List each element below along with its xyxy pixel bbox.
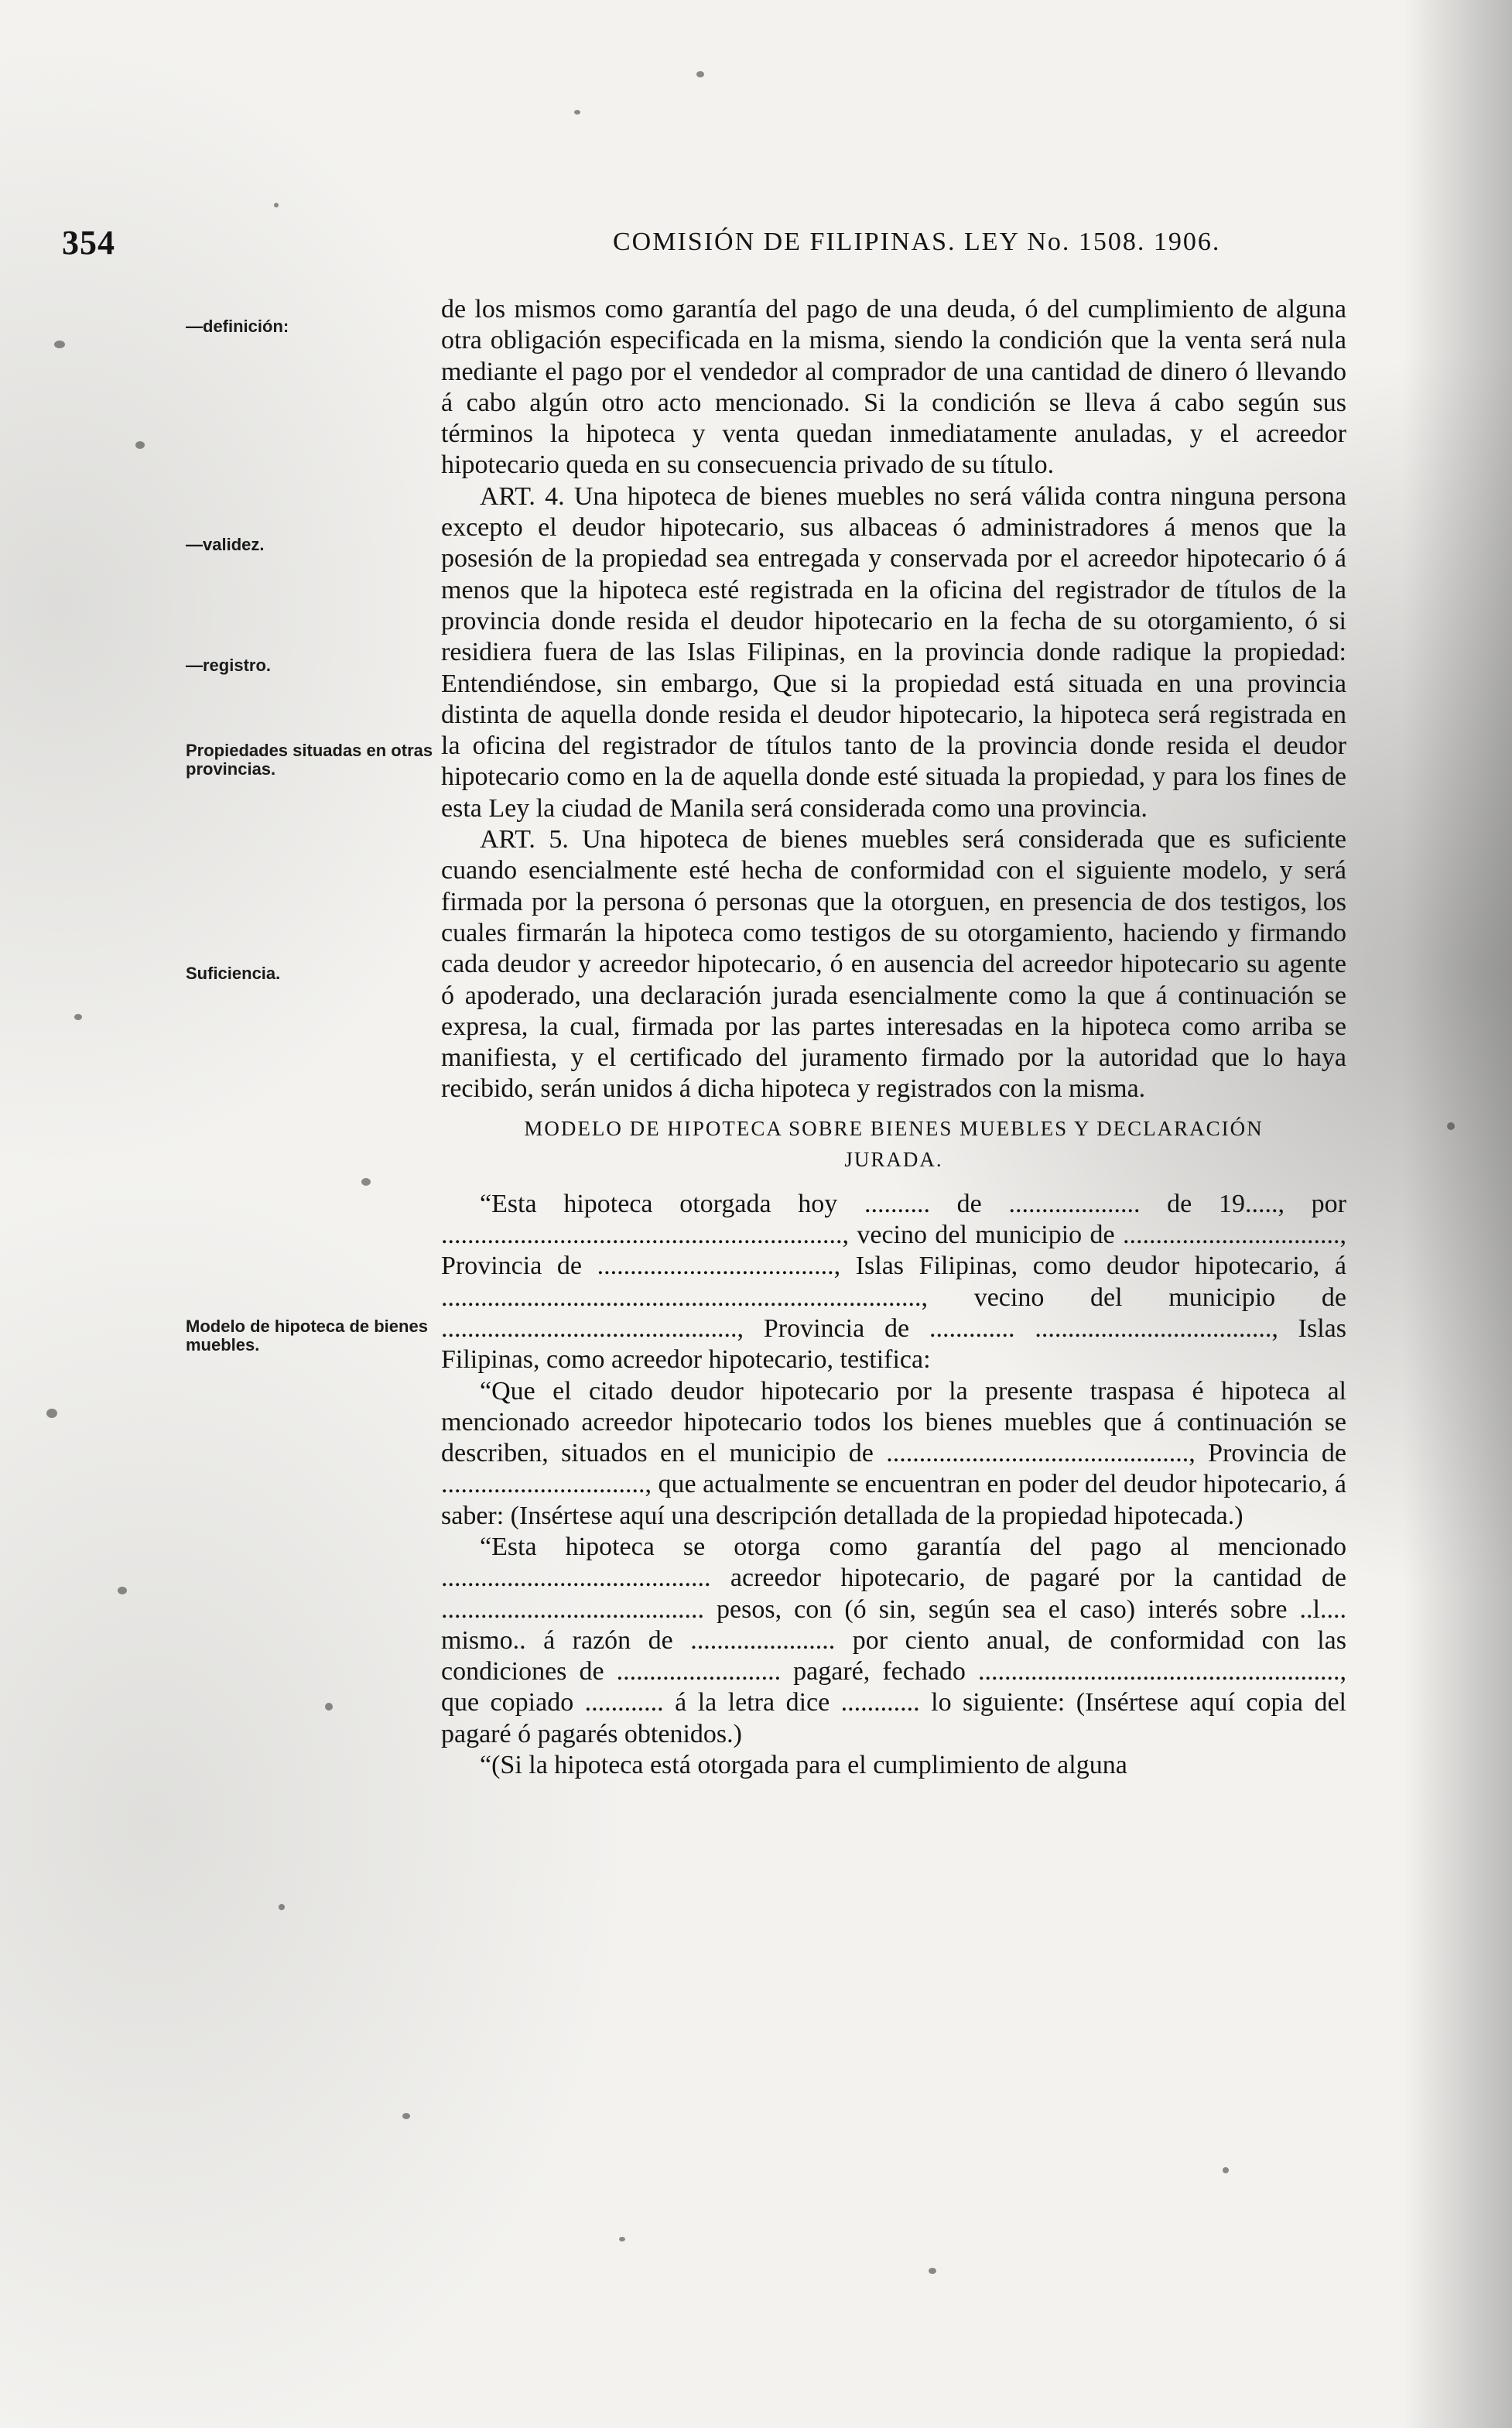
- scan-speck: [118, 1587, 127, 1594]
- scan-speck: [402, 2113, 410, 2119]
- margin-note-modelo: Modelo de hipoteca de bienes muebles.: [186, 1317, 428, 1354]
- form-paragraph-1: “Esta hipoteca otorgada hoy .......... de .................... de 19....., por ............................................................., vecino del municipio de ................................., Provincia de ...................................., Islas Filipinas, como deudor hipotecario, á ........................................................................., vecino del municipio de ............................................., Provincia de ............. ...................................., Islas Filipinas, como acreedor hipotecario, testifica:: [441, 1189, 1346, 1375]
- paragraph-art-4: ART. 4. Una hipoteca de bienes muebles no será válida contra ninguna persona excepto el deudor hipotecario, sus albaceas ó administradores á menos que la posesión de la propiedad sea entregada y conservada por el acreedor hipotecario ó á menos que la hipoteca esté registrada en la oficina del registrador de títulos de la provincia donde resida el deudor hipotecario en la fecha de su otorgamiento, ó si residiera fuera de las Islas Filipinas, en la provincia donde radique la propiedad: Entendiéndose, sin embargo, Que si la propiedad está situada en una provincia distinta de aquella donde resida el deudor hipotecario, la hipoteca será registrada en la oficina del registrador de títulos tanto de la provincia donde resida el deudor hipotecario como en la de aquella donde esté situada la propiedad, y para los fines de esta Ley la ciudad de Manila será considerada como una provincia.: [441, 481, 1346, 823]
- scan-speck: [135, 441, 145, 449]
- scan-speck: [1223, 2167, 1229, 2173]
- form-paragraph-2: “Que el citado deudor hipotecario por la presente traspasa é hipoteca al mencionado acreedor hipotecario todos los bienes muebles que á continuación se describen, situados en el municipio de .............................................., Provincia de ..............................., que actualmente se encuentran en poder del deudor hipotecario, á saber: (Insértese aquí una descripción detallada de la propiedad hipotecada.): [441, 1376, 1346, 1530]
- scan-speck: [325, 1703, 333, 1711]
- scan-speck: [74, 1014, 82, 1020]
- margin-note-registro: —registro.: [186, 656, 272, 675]
- scan-speck: [1447, 1122, 1455, 1130]
- form-title: MODELO DE HIPOTECA SOBRE BIENES MUEBLES Y DECLARACIÓN JURADA.: [524, 1116, 1264, 1171]
- scan-speck: [929, 2268, 936, 2274]
- body-text: [441, 294, 1346, 1781]
- form-paragraph-4: “(Si la hipoteca está otorgada para el cumplimiento de alguna: [480, 1751, 1127, 1780]
- margin-note-propiedades: Propiedades situadas en otras provincias.: [186, 741, 433, 779]
- scan-speck: [696, 71, 704, 77]
- scan-speck: [46, 1409, 57, 1418]
- margin-note-suficiencia: Suficiencia.: [186, 964, 281, 983]
- paragraph-continuation: de los mismos como garantía del pago de una deuda, ó del cumplimiento de alguna otra obligación especificada en la misma, siendo la condición que la venta será nula mediante el pago por el vendedor al comprador de una cantidad de dinero ó llevando á cabo algún otro acto mencionado. Si la condición se lleva á cabo según sus términos la hipoteca y venta quedan inmediatamente anuladas, y el acreedor hipotecario queda en su consecuencia privado de su título.: [441, 295, 1346, 480]
- form-paragraph-3: “Esta hipoteca se otorga como garantía del pago al mencionado ......................................... acreedor hipotecario, de pagaré por la cantidad de ........................................ pesos, con (ó sin, según sea el caso) interés sobre ..l.... mismo.. á razón de ...................... por ciento anual, de conformidad con las condiciones de ......................... pagaré, fechado ......................................................., que copiado ............ á la letra dice ............ lo siguiente: (Insértese aquí copia del pagaré ó pagarés obtenidos.): [441, 1532, 1346, 1748]
- scan-speck: [279, 1904, 285, 1910]
- running-head: COMISIÓN DE FILIPINAS. LEY No. 1508. 1906.: [613, 228, 1221, 256]
- paragraph-art-5: ART. 5. Una hipoteca de bienes muebles será considerada que es suficiente cuando esencialmente esté hecha de conformidad con el siguiente modelo, y será firmada por la persona ó personas que la otorguen, en presencia de dos testigos, los cuales firmarán la hipoteca como testigos de su otorgamiento, haciendo y firmando cada deudor y acreedor hipotecario, ó en ausencia del acreedor hipotecario su agente ó apoderado, una declaración jurada esencialmente como la que á continuación se expresa, la cual, firmada por las partes interesadas en la hipoteca como arriba se manifiesta, y el certificado del juramento firmado por la autoridad que lo haya recibido, serán unidos á dicha hipoteca y registrados con la misma.: [441, 825, 1346, 1104]
- scan-speck: [274, 203, 279, 207]
- scan-edge-shadow: [1404, 0, 1512, 2428]
- page-number: 354: [62, 224, 115, 262]
- scan-speck: [574, 110, 580, 115]
- scan-speck: [361, 1178, 371, 1186]
- margin-note-validez: —validez.: [186, 535, 265, 554]
- scan-speck: [619, 2237, 625, 2241]
- page-header: [62, 223, 1362, 262]
- margin-note-definicion: —definición:: [186, 317, 289, 336]
- scan-speck: [54, 341, 65, 348]
